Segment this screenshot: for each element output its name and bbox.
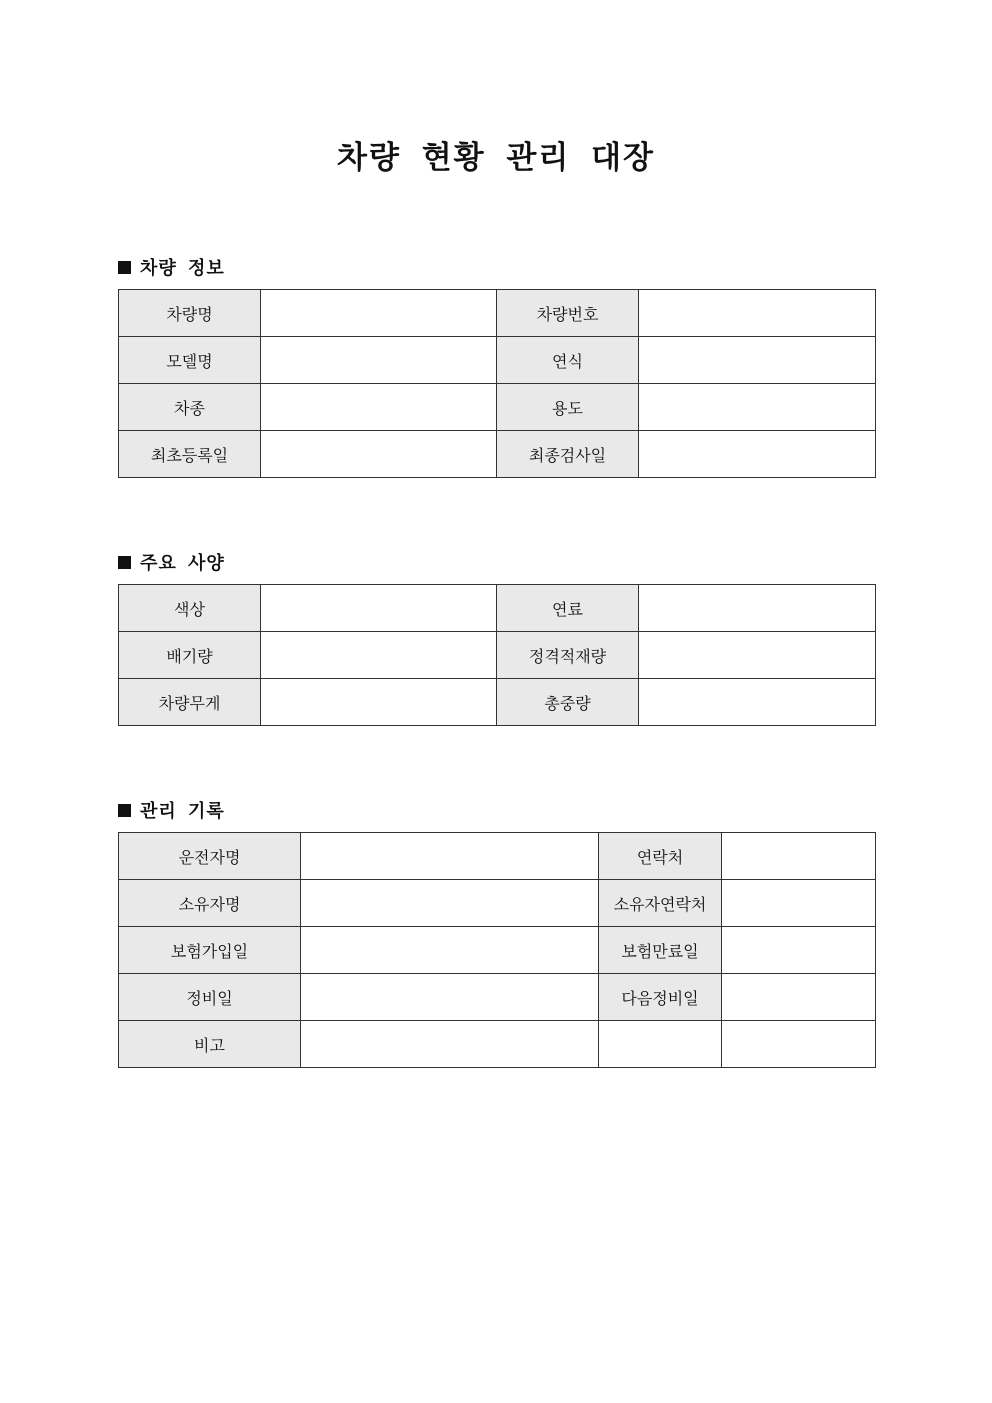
field-value-cell[interactable] xyxy=(599,1021,722,1068)
square-bullet-icon xyxy=(118,261,131,274)
field-value-cell[interactable] xyxy=(261,679,497,726)
field-value-cell[interactable] xyxy=(639,679,876,726)
table-row xyxy=(119,880,876,927)
field-value-cell[interactable] xyxy=(301,1021,599,1068)
field-value-cell[interactable] xyxy=(722,880,876,927)
field-value-cell[interactable] xyxy=(639,585,876,632)
field-value-cell[interactable] xyxy=(722,833,876,880)
field-value-cell[interactable] xyxy=(261,290,497,337)
field-value-cell[interactable] xyxy=(722,974,876,1021)
management-records-table xyxy=(118,832,876,1068)
field-label: 소유자연락처 xyxy=(599,880,722,927)
field-value-cell[interactable] xyxy=(639,290,876,337)
table-row xyxy=(119,384,876,431)
section-heading-label: 차량 정보 xyxy=(140,258,225,279)
field-label: 소유자명 xyxy=(119,880,301,927)
field-label: 모델명 xyxy=(119,337,261,384)
field-value-cell[interactable] xyxy=(639,431,876,478)
field-label: 최초등록일 xyxy=(119,431,261,478)
section-heading-main-specs xyxy=(118,549,225,575)
field-label: 정비일 xyxy=(119,974,301,1021)
field-label: 연료 xyxy=(497,585,639,632)
field-value-cell[interactable] xyxy=(639,632,876,679)
table-row xyxy=(119,833,876,880)
field-value-cell[interactable] xyxy=(301,974,599,1021)
field-value-cell[interactable] xyxy=(301,927,599,974)
table-row xyxy=(119,585,876,632)
field-value-cell[interactable] xyxy=(301,833,599,880)
field-label: 최종검사일 xyxy=(497,431,639,478)
field-label: 색상 xyxy=(119,585,261,632)
main-specs-table xyxy=(118,584,876,726)
table-row xyxy=(119,290,876,337)
section-heading-management-records xyxy=(118,797,225,823)
vehicle-info-table xyxy=(118,289,876,478)
field-label: 차종 xyxy=(119,384,261,431)
section-heading-label: 관리 기록 xyxy=(140,801,225,822)
field-label: 연락처 xyxy=(599,833,722,880)
field-label: 총중량 xyxy=(497,679,639,726)
field-label: 비고 xyxy=(119,1021,301,1068)
field-label: 연식 xyxy=(497,337,639,384)
table-row xyxy=(119,632,876,679)
square-bullet-icon xyxy=(118,804,131,817)
square-bullet-icon xyxy=(118,556,131,569)
section-heading-label: 주요 사양 xyxy=(140,553,225,574)
table-row xyxy=(119,927,876,974)
field-label: 정격적재량 xyxy=(497,632,639,679)
table-row xyxy=(119,1021,876,1068)
field-value-cell[interactable] xyxy=(639,384,876,431)
field-label: 운전자명 xyxy=(119,833,301,880)
field-value-cell[interactable] xyxy=(639,337,876,384)
table-row xyxy=(119,679,876,726)
field-value-cell[interactable] xyxy=(261,585,497,632)
field-value-cell[interactable] xyxy=(261,431,497,478)
field-label: 보험만료일 xyxy=(599,927,722,974)
field-label: 용도 xyxy=(497,384,639,431)
field-value-cell[interactable] xyxy=(261,337,497,384)
field-label: 차량번호 xyxy=(497,290,639,337)
field-value-cell[interactable] xyxy=(722,1021,876,1068)
table-row xyxy=(119,337,876,384)
table-row xyxy=(119,431,876,478)
field-value-cell[interactable] xyxy=(261,384,497,431)
field-value-cell[interactable] xyxy=(301,880,599,927)
field-value-cell[interactable] xyxy=(722,927,876,974)
field-label: 차량명 xyxy=(119,290,261,337)
field-label: 다음정비일 xyxy=(599,974,722,1021)
field-value-cell[interactable] xyxy=(261,632,497,679)
page-title: 차량 현황 관리 대장 xyxy=(337,140,655,176)
table-row xyxy=(119,974,876,1021)
field-label: 차량무게 xyxy=(119,679,261,726)
field-label: 보험가입일 xyxy=(119,927,301,974)
section-heading-vehicle-info xyxy=(118,254,225,280)
field-label: 배기량 xyxy=(119,632,261,679)
